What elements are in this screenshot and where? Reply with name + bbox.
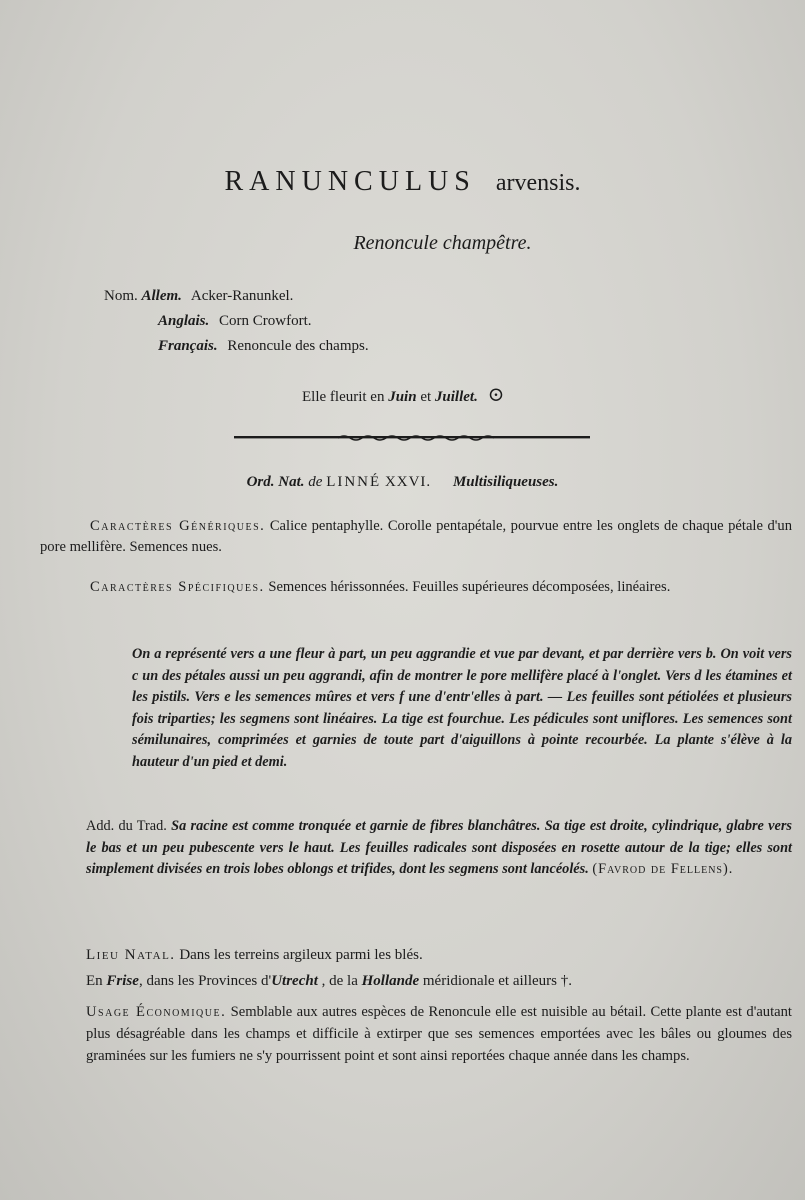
flowering-line [302,382,504,407]
language-label: Anglais. [158,313,210,329]
common-name: Renoncule des champs. [227,338,369,354]
order-prefix: Ord. Nat. [246,474,305,490]
names-label: Nom. [104,288,138,304]
section-heading: Lieu Natal. [86,947,176,963]
french-name: Renoncule champêtre. [353,232,532,254]
flowering-text: Elle fleurit en [302,389,385,405]
section-heading: Caractères Génériques. [90,518,266,534]
generic-characters [40,516,792,558]
ornamental-divider [234,432,590,442]
place-name: Frise [106,973,139,989]
common-name: Acker-Ranunkel. [190,288,294,304]
plate-description: On a représenté vers a une fleur à part, un peu aggrandie et vue par devant, et par derrière vers b. On voit vers c un des pétales aussi un peu aggrandi, afin de montrer le pore mellifère placé à l'onglet. Vers d les étamines et les pistils. Vers e les semences mûres et vers f une d'entr'elles à part. — Les feuilles sont pétiolées et plusieurs fois triparties; les segmens sont linéaires. La tige est fourchue. Les pédicules sont uniflores. Les semences sont sémilunaires, comprimées et garnies de toute part d'aiguillons à pointe recourbée. La plante s'élève à la hauteur d'un pied et demi. [132,646,792,770]
common-name-row [104,334,369,359]
specific-characters [40,577,792,598]
section-text: Semblable aux autres espèces de Renoncule elle est nuisible au bétail. Cette plante est d'autant plus désagréable dans les champs et difficile à extirper que ses semences emportées avec les bâles ou gloumes des graminées sur les fumiers ne s'y pourrissent point et sont ainsi reportées chaque année dans les champs. [86,1004,792,1064]
order-author: LINNÉ [326,474,382,490]
habitat-text: , de la [321,973,358,989]
common-name: Corn Crowfort. [219,313,312,329]
flowering-month: Juin [388,389,417,405]
addition-text: Sa racine est comme tronquée et garnie de fibres blanchâtres. Sa tige est droite, cylindrique, glabre vers le bas et un peu pubescente vers le haut. Les feuilles radicales sont disposées en rosette autour de la tige; elles sont simplement divisées en trois lobes oblongs et trifides, dont les segmens sont lancéolés. [86,818,792,877]
common-name-row [104,309,369,334]
habitat-line [86,968,786,994]
section-text: Semences hérissonnées. Feuilles supérieures décomposées, linéaires. [268,579,671,595]
section-text: Dans les terreins argileux parmi les blés. [179,947,423,963]
flowering-month: Juillet. [434,389,478,405]
annual-symbol: ⊙ [487,384,505,406]
place-name: Utrecht [271,973,318,989]
page-title [0,166,805,198]
translator-addition [86,816,792,881]
habitat-section [86,942,786,994]
flowering-conjunction: et [420,389,432,405]
habitat-text: , dans les Provinces d' [138,973,272,989]
order-name: Multisiliqueuses. [452,474,559,490]
species-name: arvensis. [495,170,581,196]
language-label: Français. [158,338,218,354]
habitat-text: En [86,973,103,989]
habitat-line [86,942,786,968]
section-heading: Usage Économique. [86,1004,227,1020]
order-number: XXVI. [384,474,432,490]
section-heading: Caractères Spécifiques. [90,579,265,595]
addition-label: Add. du Trad. [86,818,167,834]
common-names [104,284,369,359]
economic-usage [86,1001,792,1067]
common-name-row [104,284,369,309]
place-name: Hollande [361,973,420,989]
addition-author: (Favrod de Fellens). [592,861,734,877]
habitat-text: méridionale et ailleurs †. [422,973,573,989]
language-label: Allem. [141,288,182,304]
genus-name: RANUNCULUS [224,166,476,197]
order-de: de [308,474,323,490]
section-text: Calice pentaphylle. Corolle pentapétale, pourvue entre les onglets de chaque pétale d'un pore mellifère. Semences nues. [40,518,792,555]
natural-order [0,474,805,491]
